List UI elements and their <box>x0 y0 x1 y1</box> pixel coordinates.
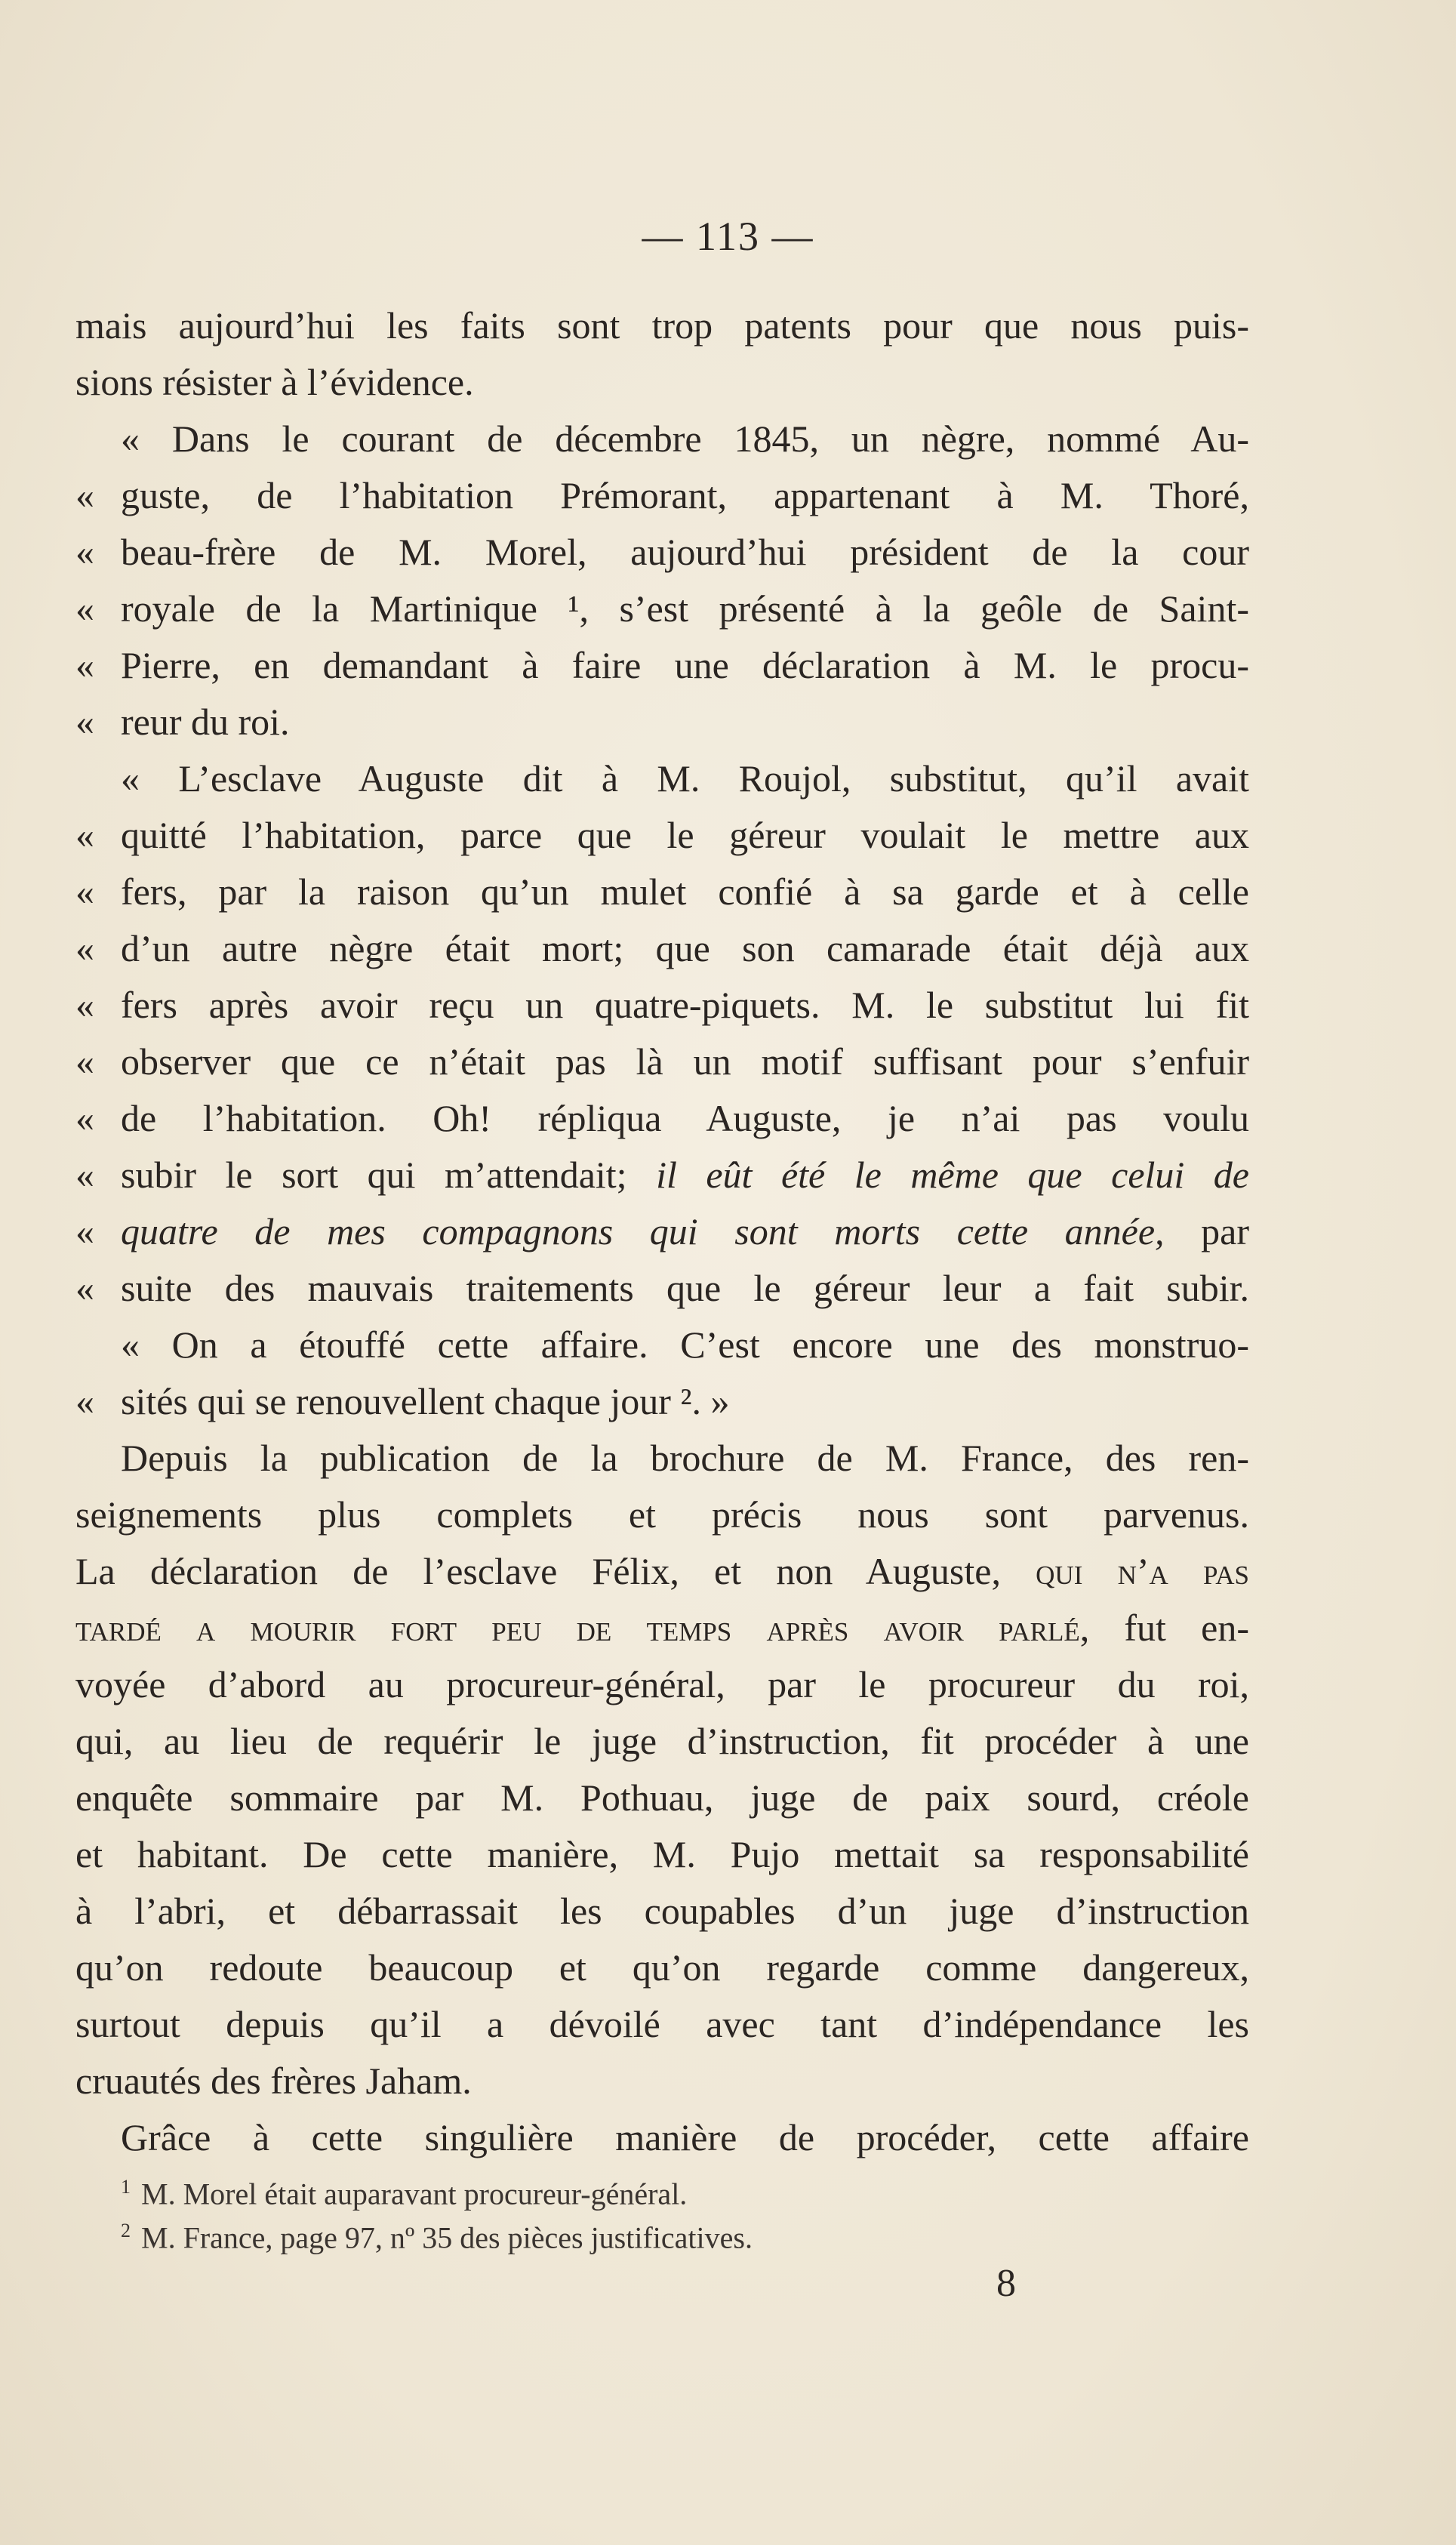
text-line: qu’on redoute beaucoup et qu’on regarde comme dangereux, <box>75 1946 1249 1989</box>
text-line: Grâce à cette singulière manière de procéder, cette affaire <box>121 2116 1249 2158</box>
text-line: sions résister à l’évidence. <box>75 361 474 403</box>
text-line: à l’abri, et débarrassait les coupables d’un juge d’instruction <box>75 1890 1249 1932</box>
text-line: « fers, par la raison qu’un mulet confié à sa garde et à celle <box>75 870 1249 913</box>
text-line: cruautés des frères Jaham. <box>75 2060 472 2102</box>
footnotes <box>121 2165 1102 2253</box>
text-line: « Dans le courant de décembre 1845, un nègre, nommé Au- <box>121 417 1249 460</box>
text-line: « beau-frère de M. Morel, aujourd’hui président de la cour <box>75 531 1249 573</box>
text-line: qui, au lieu de requérir le juge d’instruction, fit procéder à une <box>75 1720 1249 1762</box>
text-line: « quitté l’habitation, parce que le géreur voulait le mettre aux <box>75 814 1249 856</box>
text-line: enquête sommaire par M. Pothuau, juge de paix sourd, créole <box>75 1776 1249 1819</box>
text-line: Depuis la publication de la brochure de M. France, des ren- <box>121 1437 1249 1479</box>
footnote: $^1$ M. Morel était auparavant procureur-général. <box>121 2176 688 2211</box>
text-line: voyée d’abord au procureur-général, par le procureur du roi, <box>75 1663 1249 1705</box>
footnote: $^2$ M. France, page 97, nº 35 des pièces justificatives. <box>121 2220 753 2255</box>
text-line: « guste, de l’habitation Prémorant, appartenant à M. Thoré, <box>75 474 1249 516</box>
text-line: surtout depuis qu’il a dévoilé avec tant d’indépendance les <box>75 2003 1249 2045</box>
text-line: « subir le sort qui m’attendait; il eût été le même que celui de <box>75 1154 1249 1196</box>
text-line: « d’un autre nègre était mort; que son camarade était déjà aux <box>75 927 1249 969</box>
text-line: et habitant. De cette manière, M. Pujo mettait sa responsabilité <box>75 1833 1249 1875</box>
text-line: « Pierre, en demandant à faire une déclaration à M. le procu- <box>75 644 1249 686</box>
text-line: La déclaration de l’esclave Félix, et non Auguste, qui n’a pas <box>75 1550 1249 1592</box>
page-number: — 113 — <box>642 214 814 259</box>
text-line: « reur du roi. <box>75 701 290 743</box>
text-line: « de l’habitation. Oh! répliqua Auguste, je n’ai pas voulu <box>75 1097 1249 1139</box>
text-line: « suite des mauvais traitements que le géreur leur a fait subir. <box>75 1267 1249 1309</box>
text-line: « fers après avoir reçu un quatre-piquets. M. le substitut lui fit <box>75 984 1249 1026</box>
text-line: tardé a mourir fort peu de temps après avoir parlé, fut en- <box>75 1607 1249 1649</box>
text-line: seignements plus complets et précis nous sont parvenus. <box>75 1493 1249 1536</box>
text-line: mais aujourd’hui les faits sont trop patents pour que nous puis- <box>75 304 1249 347</box>
text-line: « quatre de mes compagnons qui sont morts cette année, par <box>75 1210 1249 1252</box>
text-line: « royale de la Martinique ¹, s’est présenté à la geôle de Saint- <box>75 587 1249 630</box>
text-line: « L’esclave Auguste dit à M. Roujol, substitut, qu’il avait <box>121 757 1249 800</box>
text-line: « observer que ce n’était pas là un motif suffisant pour s’enfuir <box>75 1040 1249 1083</box>
text-line: « sités qui se renouvellent chaque jour ². » <box>75 1380 730 1422</box>
signature-mark: 8 <box>996 2262 1016 2305</box>
body-text <box>75 297 1249 2166</box>
text-line: « On a étouffé cette affaire. C’est encore une des monstruo- <box>121 1323 1249 1366</box>
